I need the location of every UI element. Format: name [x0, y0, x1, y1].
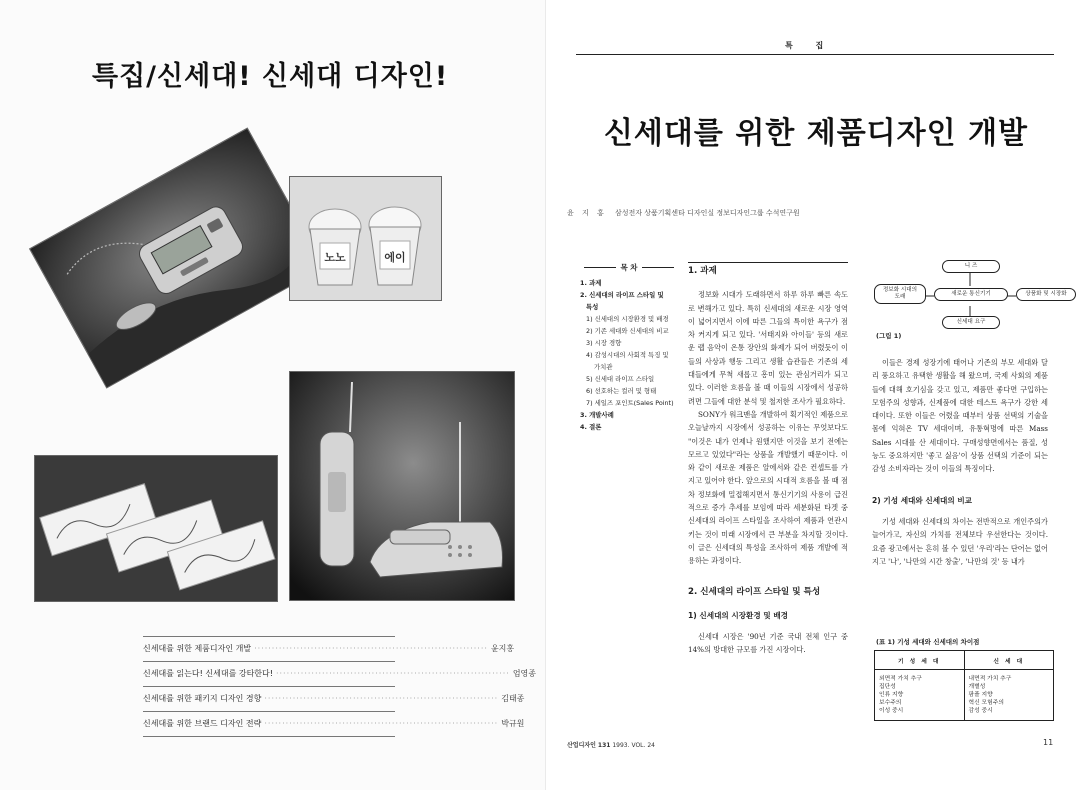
cordless-phone-photo: [289, 371, 515, 601]
article-title: 신세대를 위한 패키지 디자인 경향: [143, 694, 262, 703]
body-paragraph: 기성 세대와 신세대의 차이는 전반적으로 개인주의가 늘어가고, 자신의 가치를 전체보다 우선한다는 것이다. 요즘 광고에서는 흔히 볼 수 있던 '우리'라는 단어는 없어지고 '나', '나만의 시간 창출', '나만의 것' 등 내가: [872, 516, 1048, 566]
contents-item[interactable]: 가치관: [594, 363, 613, 371]
cup-left-label: 노노: [324, 251, 346, 264]
author-byline: [567, 208, 800, 218]
body-paragraph: 이들은 경제 성장기에 태어나 기존의 부모 세대와 달리 풍요하고 유택한 생활을 해 왔으며, 국제 사회의 제품들에 대해 호기심을 갖고 있고, 제품만 좋다면 구입하는 모험주의 성향과, 신제품에 대한 테스트 욕구가 강한 세대이다. 또한 이들은 어렸을 때부터 상품 선택의 기술을 몸에 익혀온 TV 세대이며, 유통혁명에 따른 Mass Sales 시대를 산 세대이다. 구매성향면에서는 품질, 성능도 중요하지만 '좋고 싫음'이 상품 선택의 기준이 되는 감성 소비자라는 것이 이들의 특징이다.: [872, 358, 1048, 474]
issue-number: 131: [597, 742, 611, 749]
contents-item[interactable]: 7) 세일즈 포인트(Sales Point): [586, 399, 674, 407]
diagram-node-youth-demand: 신세대 요구: [942, 316, 1000, 329]
body-paragraph: 신세대 시장은 '90년 기준 국내 전체 인구 중 14%의 방대한 규모를 가진 시장이다.: [688, 632, 848, 655]
body-column-1: [688, 262, 848, 657]
generation-comparison-table: [874, 650, 1054, 721]
article-author: 윤지홍: [490, 644, 515, 653]
leader-dots: ··································································: [254, 644, 488, 653]
cup-right-label: 에이: [384, 251, 406, 264]
body-paragraph: 정보화 시대가 도래하면서 하루 하루 빠른 속도로 변해가고 있다. 특히 신세대의 새로운 시장 영역이 넓어지면서 이에 따른 그들의 특이한 욕구가 점차 커지게 되고 있다. '서태지와 아이들' 등의 새로운 랩 음악이 온통 장안의 화제가 되어 버렸듯이 이들의 사상과 행동 그리고 생활 습관들은 기존의 세대들에게 무척 새롭고 흥미 있는 관심거리가 되고 있다. 이러한 흐름을 볼 때 이들의 시장에서 성공하려면 그들에 대한 분석 및 철저한 조사가 필요하다.: [688, 290, 848, 406]
leader-dots: ··································································: [275, 669, 510, 678]
article-entry[interactable]: [143, 686, 525, 711]
contents-item[interactable]: 2. 신세대의 라이프 스타일 및: [580, 291, 664, 299]
page-number: 11: [1043, 738, 1054, 747]
contents-item[interactable]: 2) 기존 세대와 신세대의 비교: [586, 327, 669, 335]
feature-articles-list: [143, 636, 536, 737]
contents-title: 목 차: [620, 263, 638, 272]
article-entry[interactable]: [143, 711, 525, 737]
article-title: 신세대를 위한 브랜드 디자인 전략: [143, 719, 262, 728]
header-rule: [576, 54, 1054, 55]
article-author: 엄영종: [512, 669, 536, 678]
pager-photo: [29, 127, 325, 388]
section-header-label: 특 집: [785, 41, 834, 50]
table-cell-item: 보수주의: [879, 700, 902, 706]
table-row: [875, 670, 1054, 721]
contents-heading: [580, 262, 678, 273]
contents-item[interactable]: 4. 결론: [580, 423, 602, 431]
body-column-2: [872, 356, 1048, 568]
table-header: 기 성 세 대: [875, 651, 965, 670]
article-author: 박규원: [501, 719, 525, 728]
contents-item[interactable]: 5) 신세대 라이프 스타일: [586, 375, 655, 383]
contents-item[interactable]: 1. 과제: [580, 279, 602, 287]
table-cell-item: 감성 중시: [968, 708, 993, 714]
footer-publication: [567, 740, 655, 749]
body-paragraph: SONY가 워크맨을 개발하여 획기적인 제품으로 오늘날까지 시장에서 성공하는 이유는 무엇보다도 "이것은 내가 언제나 원했지만 이것을 보기 전에는 모르고 있었다"라는 상품을 개발했기 때문이다. 이와 같이 새로운 제품은 알에서와 같은 컨셉트를 가지고 있어야 한다. 앞으로의 시대적 흐름을 볼 때 점차 정보화에 밀접해지면서 통신기기의 사용이 급진적으로 증가 추세를 보임에 따라 세분화된 타겟 중 신세대의 라이프 스타일을 조사하여 제품과 연관시키는 것이 미래 시장에서 큰 부분을 차지할 것이다. 이 글은 신세대의 특성을 조사하여 제품 개발에 적용하는 과정이다.: [688, 409, 848, 566]
diagram-node-commercialization: 상품화 및 시장화: [1016, 288, 1076, 301]
contents-item[interactable]: 특성: [586, 303, 599, 311]
table-cell-item: 팜플 지향: [968, 692, 993, 698]
spacer: [688, 568, 848, 586]
article-entry[interactable]: [143, 661, 536, 686]
article-title: 신세대를 읽는다! 신세대를 강타한다!: [143, 669, 273, 678]
section-heading: 2. 신세대의 라이프 스타일 및 특성: [688, 586, 821, 597]
diagram-node-new-device: 새로운 통신기기: [934, 288, 1008, 301]
contents-item[interactable]: 6) 선호하는 컬러 및 형태: [586, 387, 657, 395]
diagram-node-needs: 니 즈: [942, 260, 1000, 273]
divider: [584, 267, 616, 268]
table-cell-item: 혁신 모험주의: [968, 700, 1004, 706]
contents-item[interactable]: 3) 시장 경향: [586, 339, 622, 347]
table-cell-item: 외면적 가치 추구: [879, 676, 922, 682]
ice-cream-cups-photo: [289, 176, 442, 301]
table-cell-item: 집단성: [879, 684, 896, 690]
article-entry[interactable]: [143, 636, 515, 661]
table-cell-item: 이성 중시: [879, 708, 904, 714]
article-title: 신세대를 위한 제품디자인 개발: [143, 644, 252, 653]
table-cell-item: 인류 지향: [879, 692, 904, 698]
table-cell: [964, 670, 1054, 721]
figure-caption: (그림 1): [876, 332, 902, 340]
subsection-heading: 2) 기성 세대와 신세대의 비교: [872, 495, 973, 505]
author-affiliation: 삼성전자 상품기획센타 디자인실 정보디자인그룹 수석연구원: [614, 209, 800, 217]
table-cell: [875, 670, 965, 721]
diagram-node-info-age: 정보화 시대의 도래: [874, 284, 926, 304]
table-cell-item: 내면적 가치 추구: [968, 676, 1012, 682]
contents-item[interactable]: 4) 감성시대의 사회적 특징 및: [586, 351, 669, 359]
leader-dots: ··································································: [264, 694, 499, 703]
contents-item[interactable]: 3. 개발사례: [580, 411, 614, 419]
package-design-photo: [34, 455, 278, 602]
leader-dots: ··································································: [264, 719, 499, 728]
article-contents: [580, 262, 678, 433]
article-author: 김태종: [501, 694, 525, 703]
magazine-name: 산업디자인: [567, 742, 596, 749]
contents-item[interactable]: 1) 신세대의 시장환경 및 배경: [586, 315, 669, 323]
divider: [642, 267, 674, 268]
issue-volume: 1993. VOL. 24: [612, 742, 655, 749]
author-name: 윤 지 홍: [567, 209, 607, 217]
spacer: [872, 476, 1048, 494]
subsection-heading: 1) 신세대의 시장환경 및 배경: [688, 610, 789, 620]
table-caption: (표 1) 기성 세대와 신세대의 차이점: [876, 638, 980, 646]
table-cell-item: 개별성: [968, 684, 986, 690]
section-heading: 1. 과제: [688, 262, 848, 278]
special-feature-title: 특집/신세대! 신세대 디자인!: [92, 61, 449, 92]
table-header: 신 세 대: [964, 651, 1054, 670]
article-title: 신세대를 위한 제품디자인 개발: [603, 116, 1029, 151]
